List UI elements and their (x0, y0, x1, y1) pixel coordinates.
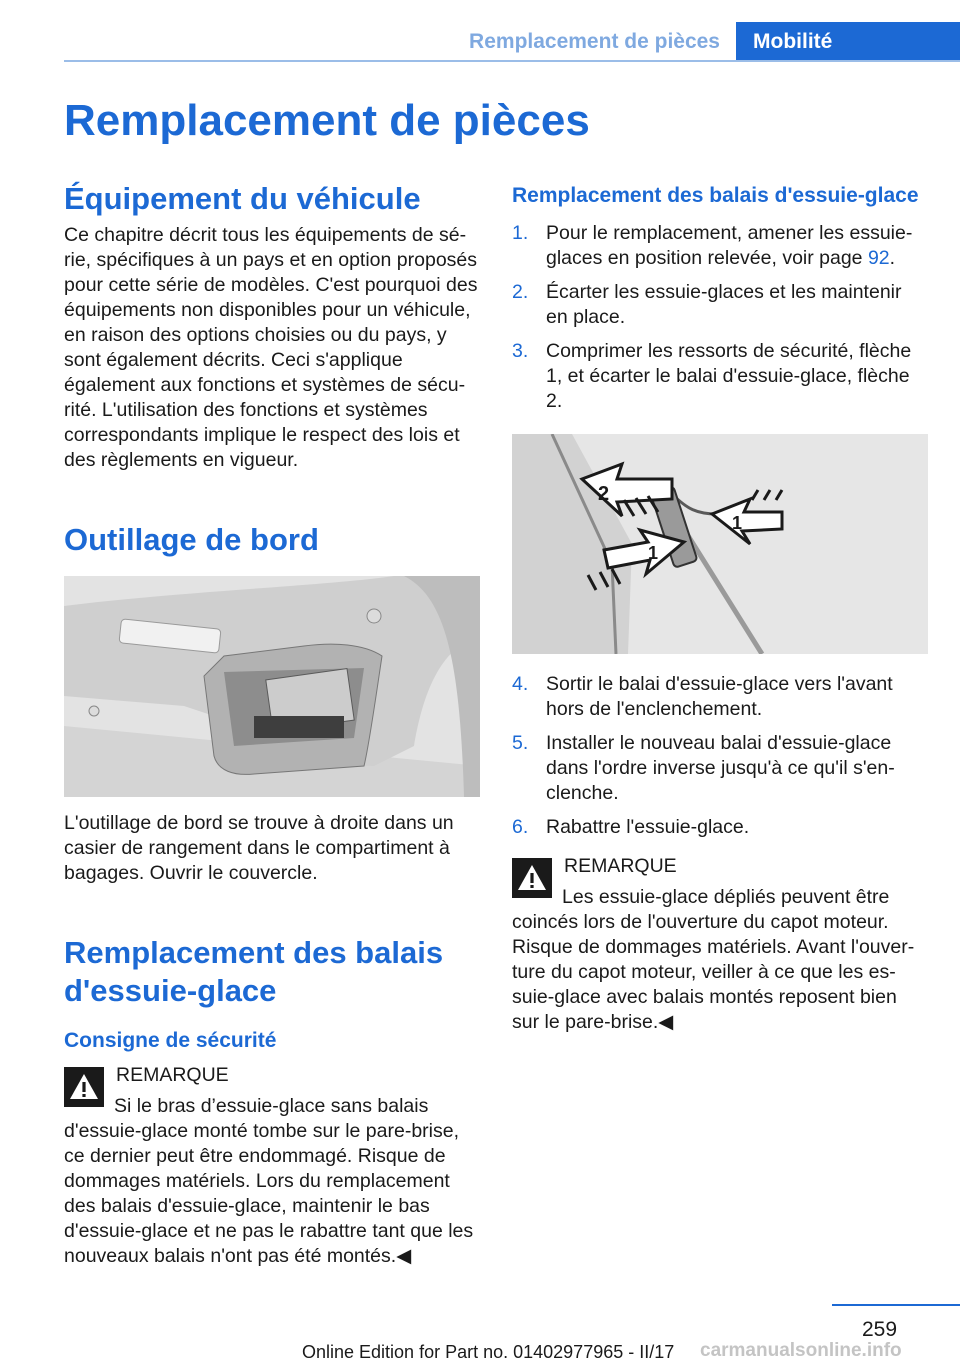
list-item (512, 339, 928, 414)
page-title: Remplacement de pièces (64, 96, 590, 145)
equipment-heading: Équipement du véhicule (64, 181, 421, 216)
step-text-end: . (889, 246, 896, 269)
list-item (512, 672, 928, 722)
list-item (512, 815, 928, 840)
notice-text: Si le bras d’essuie-glace sans balais d'essuie-glace monté tombe sur le pare-brise, ce dernier peut être endommagé. Risque de dommages matériels. Lors du remplacement des balais d'essuie-glace, maintenir le bas d'essuie-glace et ne pas le rabattre tant que les nouveaux balais n'ont pas été montés.◀ (64, 1095, 474, 1268)
list-item (512, 280, 928, 330)
list-item (512, 731, 928, 806)
running-header-section: Remplacement de pièces (469, 30, 720, 53)
notice-text: Les essuie-glace dépliés peuvent être coincés lors de l'ouverture du capot moteur. Risque de dommages matériels. Avant l'ouverture du capot moteur, veiller à ce que les essuie-glace avec balais montés reposent bien sur le pare-brise.◀ (512, 885, 915, 1033)
figure-label-1: 1 (732, 512, 743, 533)
header-rule (64, 60, 960, 62)
hood-notice (512, 854, 928, 1035)
wiper-figure (512, 434, 928, 654)
step-text: Rabattre l'essuie-glace. (546, 815, 750, 838)
steps-list-a (512, 221, 928, 414)
step-number: 3. (512, 339, 529, 362)
left-column (64, 180, 484, 1269)
notice-label: REMARQUE (116, 1064, 229, 1087)
warning-icon (512, 858, 552, 898)
safety-subheading: Consigne de sécurité (64, 1028, 277, 1052)
chapter-tab: Mobilité (736, 22, 960, 62)
steps-list-b (512, 672, 928, 840)
step-text: Pour le remplacement, amener les essuie-glaces en position relevée, voir page (546, 221, 913, 269)
safety-notice (64, 1063, 484, 1269)
edition-line: Online Edition for Part no. 01402977965 - II/17 (302, 1342, 675, 1362)
replacement-heading: Remplacement des balais d'essuie-glace (512, 184, 919, 207)
toolkit-heading: Outillage de bord (64, 522, 319, 558)
toolkit-text: L'outillage de bord se trouve à droite dans un casier de rangement dans le compartiment à bagages. Ouvrir le couvercle. (64, 812, 454, 885)
step-number: 2. (512, 280, 529, 303)
wiper-heading: Remplacement des balais d'essuie-glace (64, 935, 444, 1008)
step-number: 5. (512, 731, 529, 754)
page-number: 259 (862, 1318, 898, 1341)
trunk-storage-illustration (64, 576, 480, 797)
list-item (512, 221, 928, 271)
step-text: Installer le nouveau balai d'essuie-glace dans l'ordre inverse jusqu'à ce qu'il s'enclenche. (546, 731, 895, 804)
step-number: 1. (512, 221, 529, 244)
notice-label: REMARQUE (564, 854, 677, 877)
step-text: Écarter les essuie-glaces et les maintenir en place. (546, 280, 902, 328)
step-number: 4. (512, 672, 529, 695)
figure-label-2: 2 (598, 482, 610, 505)
step-text: Sortir le balai d'essuie-glace vers l'avant hors de l'enclenchement. (546, 672, 893, 720)
step-text: Comprimer les ressorts de sécurité, flèche 1, et écarter le balai d'essuie-glace, flèche 2. (546, 339, 912, 412)
figure-label-1b: 1 (648, 542, 659, 563)
wiper-illustration (512, 434, 928, 654)
toolkit-photo (64, 576, 480, 797)
step-number: 6. (512, 815, 529, 838)
watermark: carmanualsonline.info (700, 1340, 902, 1361)
page-link[interactable]: 92 (867, 246, 890, 269)
right-column (512, 184, 928, 1035)
equipment-text: Ce chapitre décrit tous les équipements de série, spécifiques à un pays et en option proposés pour cette série de modèles. C'est pourquoi des équipements non disponibles pour un véhicule, en raison des options choisies ou du pays, y sont également décrits. Ceci s'applique également aux fonctions et systèmes de sécurité. L'utilisation des fonctions et systèmes correspondants implique le respect des lois et des règlements en vigueur. (64, 224, 478, 472)
warning-icon (64, 1067, 104, 1107)
footer-rule (832, 1304, 960, 1306)
